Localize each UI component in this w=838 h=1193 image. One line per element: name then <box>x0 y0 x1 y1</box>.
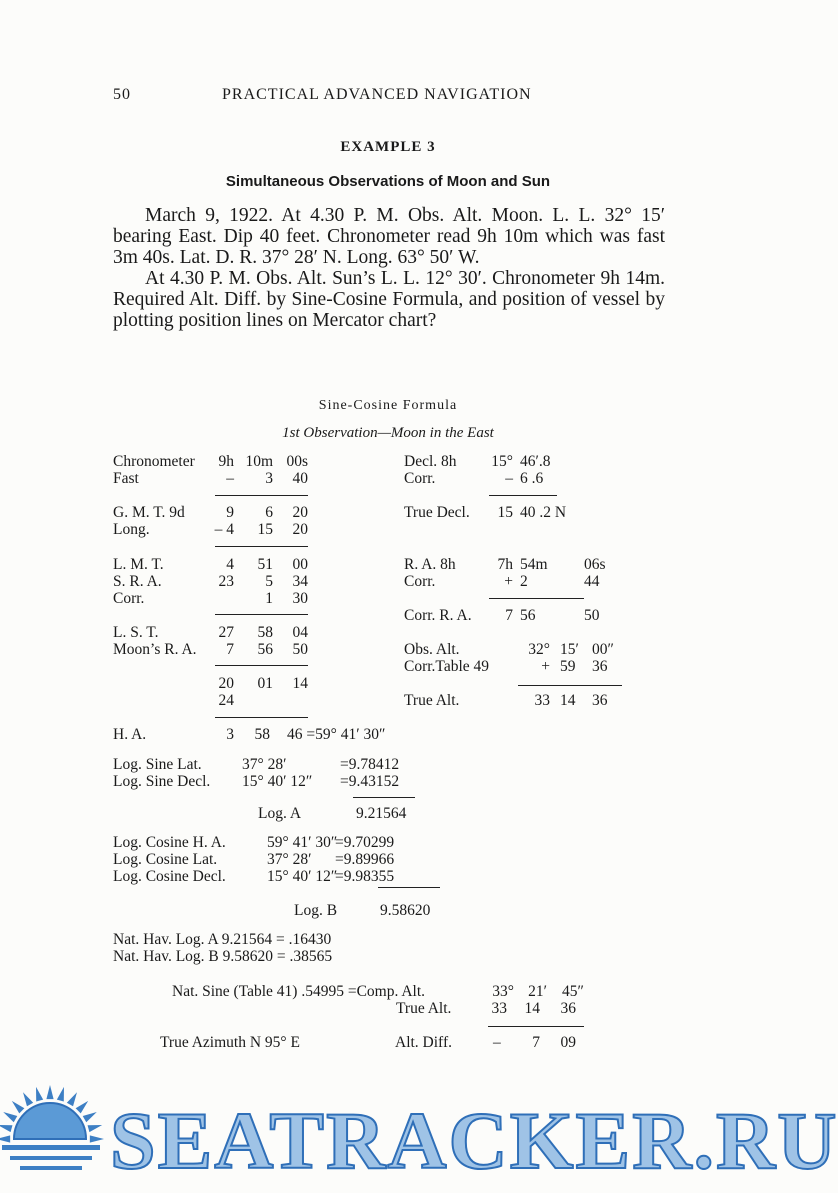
cell-r0-c2: 46′.8 <box>520 453 551 470</box>
cell-r6-c2: 1 <box>265 590 273 607</box>
cell-r0-c1: 15° <box>491 453 513 470</box>
cell-r0-c1: 9h <box>218 453 234 470</box>
cell-r2-c0: G. M. T. 9d <box>113 504 185 521</box>
sun-ray <box>83 1112 97 1122</box>
cell-r0-c2: 10m <box>245 453 273 470</box>
rule <box>215 665 308 666</box>
log-a-value: 9.21564 <box>356 805 407 822</box>
cell-r7-c2: 58 <box>257 624 273 641</box>
cell-r3-c1: 7h <box>497 556 513 573</box>
nat-sine-comp-alt: Nat. Sine (Table 41) .54995 =Comp. Alt. <box>172 983 426 1000</box>
paragraph-1: March 9, 1922. At 4.30 P. M. Obs. Alt. Moon. L. L. 32° 15′ bearing East. Dip 40 feet. Chronometer read 9h 10m which was fast 3m 40s. Lat. D. R. 37° 28′ N. Long. 63° 50′ W. <box>113 205 665 268</box>
cell-r1-c0: Corr. <box>404 470 436 487</box>
true-alt-label: True Alt. <box>396 1000 452 1017</box>
sun-ray <box>12 1101 25 1114</box>
sun-ray <box>23 1092 33 1106</box>
sun-icon <box>0 1085 104 1170</box>
cell-r3-c0: Long. <box>113 521 150 538</box>
cell-r7-c1: 27 <box>218 624 234 641</box>
alt-diff-sign: – <box>493 1034 501 1051</box>
rule <box>489 598 584 599</box>
comp-alt-deg: 33° <box>492 983 514 1000</box>
formula-heading: Sine-Cosine Formula <box>318 398 458 413</box>
sun-ray <box>88 1125 103 1132</box>
cell-r4-c1: 4 <box>226 556 234 573</box>
log-b-value: 9.58620 <box>380 902 431 919</box>
rule <box>488 1026 584 1027</box>
cell-r1-c2: =9.89966 <box>335 851 395 868</box>
cell-r0-c3: 00s <box>286 453 308 470</box>
true-alt-sec: 36 <box>560 1000 576 1017</box>
cell-r2-c0: True Decl. <box>404 504 470 521</box>
page-number: 50 <box>113 86 131 103</box>
cell-r5-c0: S. R. A. <box>113 573 162 590</box>
log-a-label: Log. A <box>258 805 302 822</box>
rule <box>353 797 415 798</box>
cell-r6-c0: Obs. Alt. <box>404 641 460 658</box>
cell-r1-c1: – <box>226 470 234 487</box>
cell-r6-c0: Corr. <box>113 590 145 607</box>
log-b-label: Log. B <box>294 902 338 919</box>
cell-r5-c1: 23 <box>218 573 234 590</box>
cell-r5-c3: 34 <box>292 573 308 590</box>
cell-r5-c0: Corr. R. A. <box>404 607 472 624</box>
cell-r2-c2: =9.98355 <box>335 868 395 885</box>
cell-r0-c1: 59° 41′ 30″ <box>267 834 338 851</box>
nat-hav-log-a: Nat. Hav. Log. A 9.21564 = .16430 <box>113 931 332 948</box>
cell-r2-c2: 40 .2 N <box>520 504 567 521</box>
cell-r2-c1: 9 <box>226 504 234 521</box>
problem-statement <box>113 205 665 331</box>
cell-r1-c0: Log. Sine Decl. <box>113 773 211 790</box>
cell-r7-c3: 36 <box>592 658 608 675</box>
cell-r7-c0: L. S. T. <box>113 624 159 641</box>
cell-r7-c1: + <box>541 658 550 675</box>
rule <box>489 495 557 496</box>
alt-diff-min: 7 <box>532 1034 540 1051</box>
sun-ray <box>36 1087 43 1102</box>
cell-r6-c1: 32° <box>528 641 550 658</box>
sun-ray <box>46 1085 53 1099</box>
cell-r0-c0: Log. Cosine H. A. <box>113 834 226 851</box>
cell-r1-c1: 15° 40′ 12″ <box>242 773 313 790</box>
ha-minutes: 58 <box>254 726 270 743</box>
comp-alt-min: 21′ <box>528 983 547 1000</box>
cell-r2-c1: 15 <box>497 504 513 521</box>
rule <box>518 685 622 686</box>
cell-r2-c1: 15° 40′ 12″ <box>267 868 338 885</box>
alt-diff-sec: 09 <box>560 1034 576 1051</box>
cell-r0-c0: Log. Sine Lat. <box>113 756 202 773</box>
rule <box>215 614 308 615</box>
cell-r1-c1: 37° 28′ <box>267 851 312 868</box>
sun-ray <box>3 1112 17 1122</box>
cell-r8-c2: 14 <box>560 692 576 709</box>
cell-r3-c0: R. A. 8h <box>404 556 456 573</box>
cell-r3-c1: – 4 <box>214 521 234 538</box>
sun-ray <box>90 1135 104 1142</box>
cell-r9-c3: 14 <box>292 675 308 692</box>
cell-r3-c2: 15 <box>257 521 273 538</box>
running-title: PRACTICAL ADVANCED NAVIGATION <box>222 86 532 103</box>
paragraph-2: At 4.30 P. M. Obs. Alt. Sun’s L. L. 12° 30′. Chronometer 9h 14m. Required Alt. Diff. by Sine-Cosine Formula, and position of vessel by plotting position lines on Mercator chart? <box>113 268 665 331</box>
nat-hav-log-b: Nat. Hav. Log. B 9.58620 = .38565 <box>113 948 333 965</box>
true-alt-min: 14 <box>524 1000 540 1017</box>
sun-ray <box>76 1101 89 1114</box>
example-subtitle: Simultaneous Observations of Moon and Sun <box>225 173 551 190</box>
cell-r5-c3: 50 <box>584 607 600 624</box>
cell-r8-c0: Moon’s R. A. <box>113 641 197 658</box>
watermark-text: SEATRACKER.RU <box>110 1095 838 1186</box>
cell-r10-c1: 24 <box>218 692 234 709</box>
cell-r3-c3: 06s <box>584 556 606 573</box>
cell-r2-c0: Log. Cosine Decl. <box>113 868 226 885</box>
cell-r1-c2: 3 <box>265 470 273 487</box>
cell-r1-c2: =9.43152 <box>340 773 400 790</box>
rule <box>215 717 308 718</box>
cell-r5-c2: 5 <box>265 573 273 590</box>
cell-r5-c1: 7 <box>505 607 513 624</box>
cell-r2-c2: 6 <box>265 504 273 521</box>
cell-r6-c3: 30 <box>292 590 308 607</box>
cell-r0-c2: =9.70299 <box>335 834 395 851</box>
ha-seconds: 46 =59° 41′ 30″ <box>287 726 386 743</box>
rule <box>215 546 308 547</box>
cell-r0-c2: =9.78412 <box>340 756 400 773</box>
cell-r4-c2: 2 <box>520 573 528 590</box>
cell-r9-c1: 20 <box>218 675 234 692</box>
cell-r7-c3: 04 <box>292 624 308 641</box>
cell-r1-c0: Log. Cosine Lat. <box>113 851 218 868</box>
cell-r3-c2: 54m <box>520 556 548 573</box>
cell-r1-c0: Fast <box>113 470 139 487</box>
cell-r4-c2: 51 <box>257 556 273 573</box>
cell-r1-c2: 6 .6 <box>520 470 544 487</box>
cell-r8-c1: 33 <box>534 692 550 709</box>
cell-r7-c0: Corr.Table 49 <box>404 658 490 675</box>
sun-ray <box>0 1125 12 1132</box>
alt-diff-label: Alt. Diff. <box>395 1034 452 1051</box>
cell-r1-c3: 40 <box>292 470 308 487</box>
cell-r5-c2: 56 <box>520 607 536 624</box>
cell-r4-c3: 00 <box>292 556 308 573</box>
cell-r6-c3: 00″ <box>592 641 614 658</box>
cell-r8-c0: True Alt. <box>404 692 460 709</box>
cell-r2-c3: 20 <box>292 504 308 521</box>
cell-r0-c0: Decl. 8h <box>404 453 457 470</box>
cell-r7-c2: 59 <box>560 658 576 675</box>
cell-r9-c2: 01 <box>257 675 273 692</box>
cell-r4-c0: L. M. T. <box>113 556 164 573</box>
cell-r8-c3: 36 <box>592 692 608 709</box>
cell-r1-c1: – <box>505 470 513 487</box>
ha-label: H. A. <box>113 726 147 743</box>
rule <box>215 495 308 496</box>
ha-hours: 3 <box>226 726 234 743</box>
comp-alt-sec: 45″ <box>562 983 584 1000</box>
cell-r6-c2: 15′ <box>560 641 579 658</box>
cell-r8-c3: 50 <box>292 641 308 658</box>
example-title: EXAMPLE 3 <box>340 139 436 155</box>
cell-r8-c1: 7 <box>226 641 234 658</box>
cell-r4-c0: Corr. <box>404 573 436 590</box>
true-alt-deg: 33 <box>491 1000 507 1017</box>
cell-r0-c0: Chronometer <box>113 453 195 470</box>
cell-r3-c3: 20 <box>292 521 308 538</box>
cell-r4-c3: 44 <box>584 573 600 590</box>
rule <box>378 887 440 888</box>
sun-ray <box>67 1092 77 1106</box>
sun-ray <box>0 1135 10 1142</box>
cell-r8-c2: 56 <box>257 641 273 658</box>
cell-r4-c1: + <box>504 573 513 590</box>
cell-r0-c1: 37° 28′ <box>242 756 287 773</box>
sun-ray <box>57 1087 64 1102</box>
true-azimuth: True Azimuth N 95° E <box>160 1034 300 1051</box>
observation-heading: 1st Observation—Moon in the East <box>282 425 494 441</box>
